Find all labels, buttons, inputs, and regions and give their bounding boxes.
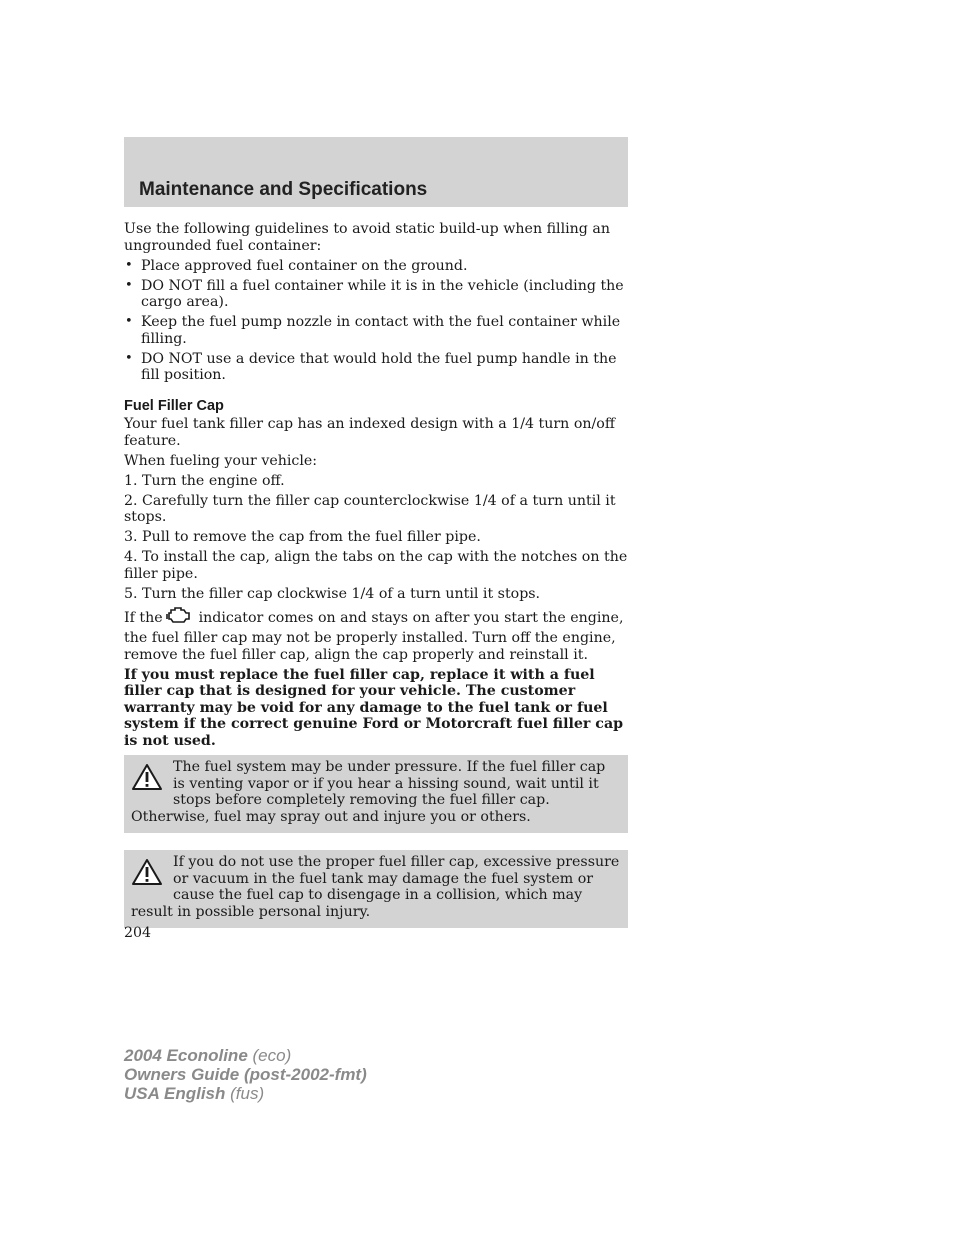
warning-box [124, 850, 628, 928]
page-content [124, 221, 628, 928]
fueling-intro: When fueling your vehicle: [124, 452, 318, 469]
static-guidelines-list [124, 258, 628, 384]
section-title: Maintenance and Specifications [139, 179, 428, 200]
document-footer [124, 1046, 367, 1103]
footer-line-2: Owners Guide (post-2002-fmt) [124, 1065, 367, 1084]
warning-text: The fuel system may be under pressure. If the fuel filler cap is venting vapor or if you hear a hissing sound, wait until it stops before completely removing the fuel filler cap. Otherwise, fuel may spray out and injure you or others. [131, 759, 606, 825]
warning-triangle-icon [131, 763, 163, 791]
indicator-paragraph: If the indicator comes on and stays on after you start the engine, the fuel filler cap may not be properly installed. Turn off the engine, remove the fuel filler cap, align the cap properly and reinstall it. [124, 606, 628, 664]
bullet-icon: • [125, 350, 133, 366]
replacement-note: If you must replace the fuel filler cap, replace it with a fuel filler cap that is designed for your vehicle. The customer warranty may be void for any damage to the fuel tank or fuel system if the correct genuine Ford or Motorcraft fuel filler cap is not used. [124, 666, 624, 749]
section-header [124, 137, 628, 207]
cap-description: Your fuel tank filler cap has an indexed design with a 1/4 turn on/off feature. [124, 416, 615, 449]
fuel-filler-cap-heading: Fuel Filler Cap [124, 397, 224, 414]
footer-line-3: USA English (fus) [124, 1084, 265, 1103]
warning-box [124, 755, 628, 833]
step-5: 5. Turn the filler cap clockwise 1/4 of a turn until it stops. [124, 585, 541, 602]
step-2: 2. Carefully turn the filler cap counterclockwise 1/4 of a turn until it stops. [124, 492, 616, 525]
page-number: 204 [124, 925, 152, 941]
footer-line-1: 2004 Econoline (eco) [124, 1046, 292, 1065]
list-item: • DO NOT use a device that would hold the fuel pump handle in the fill position. [125, 350, 617, 383]
list-item: • DO NOT fill a fuel container while it is in the vehicle (including the cargo area). [125, 277, 624, 310]
bullet-icon: • [125, 314, 133, 329]
list-item: • Keep the fuel pump nozzle in contact with the fuel container while filling. [125, 314, 621, 347]
bullet-icon: • [125, 277, 133, 293]
intro-paragraph: Use the following guidelines to avoid static build-up when filling an ungrounded fuel container: [124, 221, 610, 254]
step-3: 3. Pull to remove the cap from the fuel filler pipe. [124, 529, 481, 545]
list-item: • Place approved fuel container on the ground. [125, 257, 468, 274]
bullet-icon: • [125, 257, 133, 273]
warning-triangle-icon [131, 858, 163, 886]
check-engine-icon [165, 606, 193, 631]
step-1: 1. Turn the engine off. [124, 472, 285, 489]
warning-text: If you do not use the proper fuel filler cap, excessive pressure or vacuum in the fuel tank may damage the fuel system or cause the fuel cap to disengage in a collision, which may result in possible personal injury. [131, 854, 620, 920]
step-4: 4. To install the cap, align the tabs on the cap with the notches on the filler pipe. [124, 549, 628, 582]
